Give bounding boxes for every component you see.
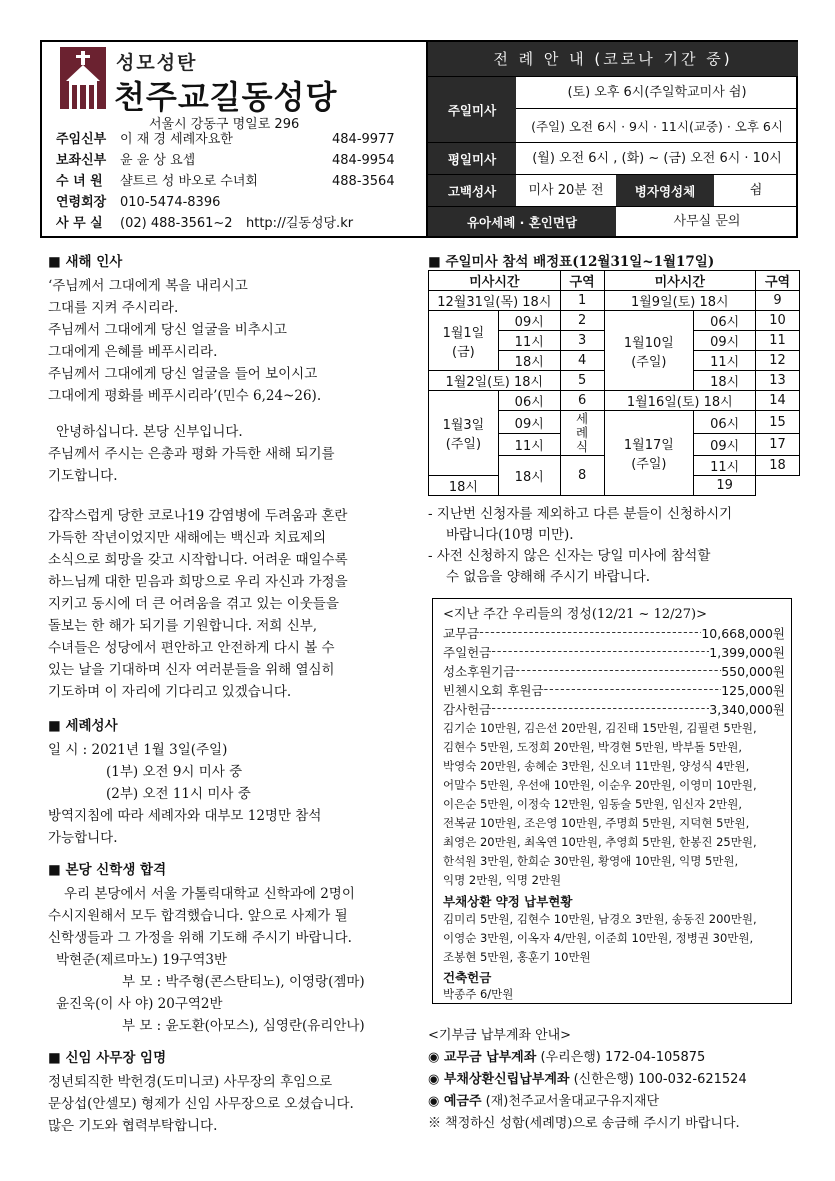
donor-line: 이은순 5만원, 이정숙 12만원, 임동술 5만원, 임신자 2만원,: [443, 797, 742, 811]
header-time: 미사시간: [429, 271, 561, 291]
account-value: (우리은행) 172-04-105875: [536, 1050, 706, 1065]
liturgy-notice: [426, 42, 798, 236]
greeting-line: 안녕하십니다. 본당 신부입니다.: [56, 424, 243, 440]
accounts-title: <기부금 납부계좌 안내>: [428, 1028, 572, 1043]
baptism-marriage-label: 유아세례 · 혼인면담: [428, 207, 616, 236]
debt-title: 부채상환 약정 납부현황: [443, 894, 573, 909]
table-cell: 1월10일 (주일): [604, 311, 694, 391]
greeting-line: 주님께서 주시는 은총과 평화 가득한 새해 되기를: [48, 446, 335, 462]
seminary-line: 수시지원해서 모두 합격했습니다. 앞으로 사제가 될: [48, 908, 348, 924]
table-cell: 09시: [694, 331, 756, 351]
greeting-line: 가득한 작년이었지만 새해에는 백신과 치료제의: [48, 530, 326, 546]
greeting-line: 기도합니다.: [48, 468, 118, 484]
table-cell: 15: [756, 411, 800, 433]
offering-amount: 550,000원: [721, 664, 785, 679]
church-address: 서울시 강동구 명일로 296: [149, 117, 300, 132]
staff-row: [56, 172, 395, 192]
baptism-mass-line: (2부) 오전 11시 미사 중: [106, 786, 251, 802]
confession-row: [428, 174, 798, 206]
office-line: 정년퇴직한 박헌경(도미니코) 사무장의 후임으로: [48, 1074, 333, 1090]
staff-name: 샬트르 성 바오로 수녀회: [120, 174, 258, 189]
weekday-mass-row: [428, 142, 798, 174]
staff-label: 주임신부: [56, 132, 107, 147]
seminary-line: 부 모 : 윤도환(아모스), 심영란(유리안나): [122, 1018, 365, 1034]
offering-item: [443, 624, 785, 642]
table-header-row: [429, 271, 800, 291]
schedule-note: - 사전 신청하지 않은 신자는 당일 미사에 참석할: [428, 548, 711, 564]
table-cell: 12: [756, 351, 800, 371]
offering-item: [443, 681, 785, 699]
debt-line: 이영순 3만원, 이옥자 4/만원, 이준희 10만원, 정병권 30만원,: [443, 931, 754, 945]
notice-title: 전 례 안 내 (코로나 기간 중): [428, 42, 798, 76]
table-cell: 18시: [694, 371, 756, 391]
website-link[interactable]: http://길동성당.kr: [246, 216, 354, 231]
offering-label: 감사헌금: [443, 702, 492, 717]
table-cell: 1: [560, 291, 604, 311]
account-label: ◉ 예금주: [428, 1094, 482, 1109]
baptism-mass-title: ■ 세례성사: [48, 718, 118, 734]
table-cell: 19: [694, 475, 756, 495]
offering-box: [432, 598, 792, 1004]
greeting-title: ■ 새해 인사: [48, 254, 123, 270]
donor-line: 한석원 3만원, 한희순 30만원, 황영애 10만원, 익명 5만원,: [443, 854, 739, 868]
seminary-line: 박현준(제르마노) 19구역3반: [56, 952, 228, 968]
baptism-mass-line: 일 시 : 2021년 1월 3일(주일): [48, 742, 228, 758]
table-cell: 4: [560, 351, 604, 371]
greeting-line: 주님께서 그대에게 당신 얼굴을 비추시고: [48, 322, 287, 338]
bulletin-header: [40, 40, 798, 238]
schedule-title: ■ 주일미사 참석 배정표(12월31일~1월17일): [428, 254, 715, 270]
table-cell: 18시: [498, 351, 560, 371]
schedule-note: - 지난번 신청자를 제외하고 다른 분들이 신청하시기: [428, 506, 733, 522]
table-cell: 11: [756, 331, 800, 351]
greeting-line: 지키고 동시에 더 큰 어려움을 겪고 있는 이웃들을: [48, 596, 339, 612]
table-cell: 06시: [694, 411, 756, 433]
table-cell: 1월3일 (주일): [429, 391, 499, 475]
church-feast-name: 성모성탄: [116, 52, 198, 74]
table-cell: 06시: [694, 311, 756, 331]
seminary-title: ■ 본당 신학생 합격: [48, 862, 167, 878]
table-cell: 11시: [694, 455, 756, 475]
debt-line: 김미리 5만원, 김현수 10만원, 남경오 3만원, 송동진 200만원,: [443, 912, 757, 926]
greeting-line: ‘주님께서 그대에게 복을 내리시고: [48, 278, 248, 294]
offering-label: 성소후원기금: [443, 664, 516, 679]
table-cell: 09시: [498, 411, 560, 433]
staff-phone: 488-3564: [332, 174, 395, 189]
offering-amount: 10,668,000원: [701, 626, 785, 641]
table-cell: 8: [560, 455, 604, 495]
table-cell: 3: [560, 331, 604, 351]
table-cell: 1월16일(토) 18시: [604, 391, 756, 411]
greeting-line: 갑작스럽게 당한 코로나19 감염병에 두려움과 혼란: [48, 508, 348, 524]
offering-amount: 1,399,000원: [709, 645, 785, 660]
seminary-line: 윤진욱(이 사 야) 20구역2반: [56, 996, 223, 1012]
baptism-row: [428, 206, 798, 236]
table-cell: 11시: [498, 433, 560, 455]
table-cell: 11시: [694, 351, 756, 371]
donor-line: 전복균 10만원, 조은영 10만원, 주명희 5만원, 지덕현 5만원,: [443, 816, 750, 830]
staff-row: [56, 193, 332, 213]
staff-name: 이 재 경 세례자요한: [120, 132, 233, 147]
office-line: 문상섭(안셀모) 형제가 신임 사무장으로 오셨습니다.: [48, 1096, 354, 1112]
greeting-line: 수녀들은 성당에서 편안하고 안전하게 다시 볼 수: [48, 640, 335, 656]
staff-row: [56, 151, 395, 171]
schedule-note: 수 없음을 양해해 주시기 바랍니다.: [446, 569, 651, 585]
greeting-line: 돌보는 한 해가 되기를 기원합니다. 저희 신부,: [48, 618, 318, 634]
offering-label: 빈첸시오회 후원금: [443, 683, 544, 698]
donor-line: 익명 2만원, 익명 2만원: [443, 873, 562, 887]
staff-label: 사 무 실: [56, 216, 103, 231]
staff-name: 010-5474-8396: [120, 195, 221, 210]
offering-amount: 125,000원: [721, 683, 785, 698]
staff-row: [56, 214, 353, 234]
account-label: ◉ 부채상환신립납부계좌: [428, 1072, 570, 1087]
sunday-mass-sunday: (주일) 오전 6시 · 9시 · 11시(교중) · 오후 6시: [531, 119, 783, 134]
schedule-note: 바랍니다(10명 미만).: [446, 527, 574, 543]
baptism-ceremony-cell: 세례식: [560, 411, 604, 455]
building-line: 박종주 6/만원: [443, 987, 514, 1001]
office-line: 많은 기도와 협력부탁합니다.: [48, 1118, 218, 1134]
greeting-line: 기도하며 이 자리에 기다리고 있겠습니다.: [48, 684, 292, 700]
seminary-line: 신학생들과 그 가정을 위해 기도해 주시기 바랍니다.: [48, 930, 352, 946]
staff-label: 연령회장: [56, 195, 107, 210]
greeting-line: 소식으로 희망을 갖고 시작합니다. 어려운 때일수록: [48, 552, 348, 568]
table-cell: 6: [560, 391, 604, 411]
confession-label: 고백성사: [428, 175, 516, 206]
table-cell: 09시: [694, 433, 756, 455]
account-label: ◉ 교무금 납부계좌: [428, 1050, 537, 1065]
account-value: (신한은행) 100-032-621524: [569, 1072, 747, 1087]
donor-line: 김기순 10만원, 김은선 20만원, 김진태 15만원, 김필련 5만원,: [443, 721, 757, 735]
table-cell: 14: [756, 391, 800, 411]
baptism-mass-line: 방역지침에 따라 세례자와 대부모 12명만 참석: [48, 808, 322, 824]
staff-phone: 484-9977: [332, 132, 395, 147]
table-cell: 09시: [498, 311, 560, 331]
offering-item: [443, 643, 785, 661]
mass-schedule-table: [428, 270, 800, 496]
offering-amount: 3,340,000원: [709, 702, 785, 717]
offering-title: <지난 주간 우리들의 정성(12/21 ~ 12/27)>: [443, 607, 707, 622]
offering-item: [443, 662, 785, 680]
debt-line: 조봉현 5만원, 홍훈기 10만원: [443, 950, 591, 964]
confession-time: 미사 20분 전: [528, 183, 604, 198]
sick-communion-value: 쉼: [749, 183, 763, 198]
greeting-line: 그대에게 평화를 베푸시리라’(민수 6,24~26).: [48, 388, 322, 404]
staff-row: [56, 130, 395, 150]
greeting-line: 하느님께 대한 믿음과 희망으로 우리 자신과 가정을: [48, 574, 348, 590]
donor-line: 어말수 5만원, 우선애 10만원, 이순우 20만원, 이영미 10만원,: [443, 778, 757, 792]
header-zone: 구역: [756, 271, 800, 291]
table-cell: 1월17일 (주일): [604, 411, 694, 496]
sunday-mass-row: [428, 76, 798, 142]
account-row: [428, 1046, 705, 1065]
baptism-mass-line: 가능합니다.: [48, 830, 118, 846]
table-cell: 17: [756, 433, 800, 455]
offering-label: 교무금: [443, 626, 480, 641]
table-cell: 5: [560, 371, 604, 391]
sick-communion-label: 병자영성체: [616, 175, 714, 206]
church-info: [42, 42, 426, 236]
greeting-line: 그대에게 은혜를 베푸시리라.: [48, 344, 218, 360]
table-cell: 13: [756, 371, 800, 391]
donor-line: 최영은 20만원, 최옥연 10만원, 추영희 5만원, 한봉진 25만원,: [443, 835, 757, 849]
table-row: [429, 291, 800, 311]
weekday-mass-label: 평일미사: [428, 143, 516, 174]
greeting-line: 있는 날을 기대하며 신자 여러분들을 위해 열심히: [48, 662, 335, 678]
account-row: [428, 1090, 659, 1109]
table-cell: 1월9일(토) 18시: [604, 291, 756, 311]
account-row: [428, 1068, 747, 1087]
table-cell: 11시: [498, 331, 560, 351]
greeting-line: 주님께서 그대에게 당신 얼굴을 들어 보이시고: [48, 366, 318, 382]
table-cell: 12월31일(목) 18시: [429, 291, 561, 311]
staff-name: 윤 윤 상 요셉: [120, 153, 196, 168]
staff-name: (02) 488-3561~2: [120, 216, 233, 231]
staff-phone: 484-9954: [332, 153, 395, 168]
table-cell: 18: [756, 455, 800, 475]
table-cell: 1월1일 (금): [429, 311, 499, 371]
header-zone: 구역: [560, 271, 604, 291]
donor-line: 박영숙 20만원, 송혜순 3만원, 신오녀 11만원, 양성식 4만원,: [443, 759, 750, 773]
office-title: ■ 신임 사무장 임명: [48, 1050, 167, 1066]
table-cell: 9: [756, 291, 800, 311]
table-row: [429, 391, 800, 411]
baptism-mass-line: (1부) 오전 9시 미사 중: [106, 764, 243, 780]
account-note: ※ 책정하신 성함(세례명)으로 송금해 주시기 바랍니다.: [428, 1116, 740, 1131]
staff-label: 수 녀 원: [56, 174, 103, 189]
header-time: 미사시간: [604, 271, 756, 291]
table-cell: 10: [756, 311, 800, 331]
greeting-line: 그대를 지켜 주시리라.: [48, 300, 179, 316]
weekday-mass-times: (월) 오전 6시 , (화) ~ (금) 오전 6시 · 10시: [532, 151, 782, 166]
table-cell: 06시: [498, 391, 560, 411]
table-row: [429, 311, 800, 331]
table-cell: 1월2일(토) 18시: [429, 371, 561, 391]
building-title: 건축헌금: [443, 970, 492, 985]
church-logo-icon: [60, 47, 106, 113]
table-cell: 2: [560, 311, 604, 331]
staff-label: 보좌신부: [56, 153, 107, 168]
offering-label: 주일헌금: [443, 645, 492, 660]
seminary-line: 우리 본당에서 서울 가톨릭대학교 신학과에 2명이: [64, 886, 355, 902]
donor-line: 김현수 5만원, 도정희 20만원, 박경현 5만원, 박부돌 5만원,: [443, 740, 742, 754]
baptism-marriage-value: 사무실 문의: [673, 214, 741, 229]
sunday-mass-label: 주일미사: [428, 77, 516, 142]
church-name: 천주교길동성당: [114, 78, 338, 116]
table-cell: 18시: [429, 475, 499, 495]
table-cell: 18시: [498, 455, 560, 495]
sunday-mass-saturday: (토) 오후 6시(주일학교미사 쉼): [516, 77, 798, 109]
offering-item: [443, 700, 785, 718]
account-value: (재)천주교서울대교구유지재단: [481, 1094, 660, 1109]
seminary-line: 부 모 : 박주형(콘스탄티노), 이영랑(젬마): [122, 974, 365, 990]
